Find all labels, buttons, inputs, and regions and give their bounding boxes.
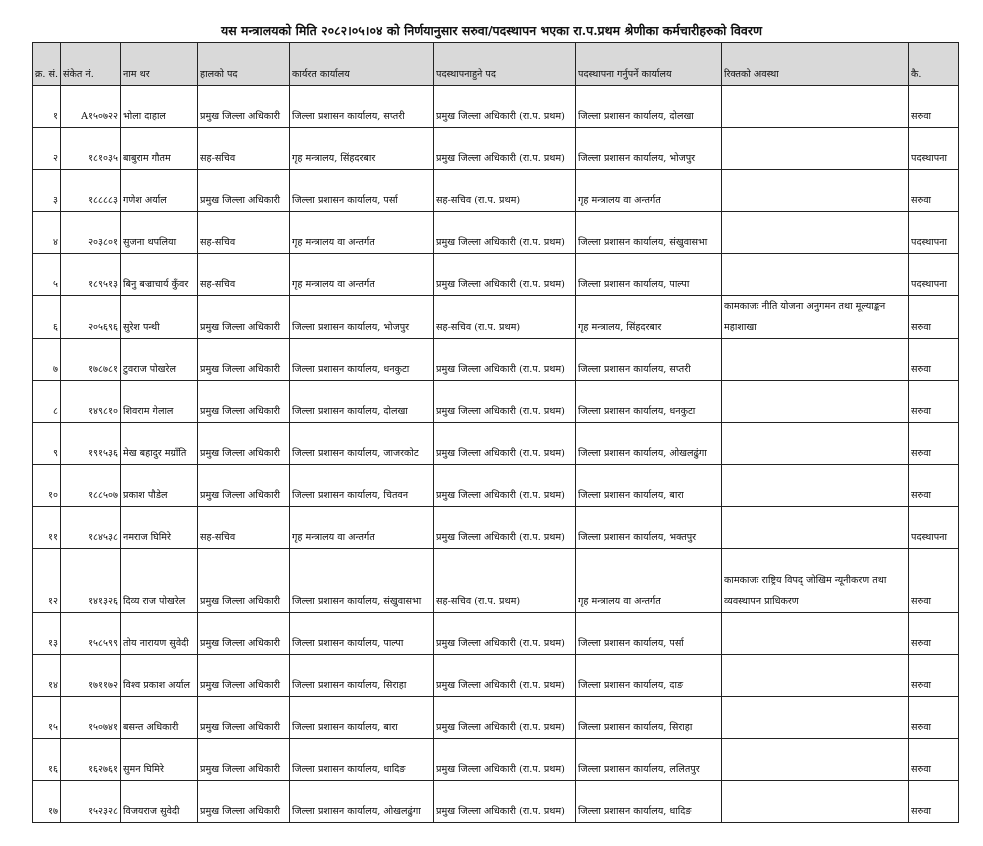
table-cell: [722, 697, 909, 739]
header-cell: कै.: [909, 43, 959, 86]
table-cell: प्रमुख जिल्ला अधिकारी: [198, 339, 290, 381]
table-cell: कामकाजः राष्ट्रिय विपद् जोखिम न्यूनीकरण तथा व्यवस्थापन प्राधिकरण: [722, 549, 909, 613]
table-cell: जिल्ला प्रशासन कार्यालय, भोजपुर: [290, 296, 434, 339]
table-row: [33, 170, 959, 212]
table-cell: जिल्ला प्रशासन कार्यालय, सप्तरी: [290, 86, 434, 128]
table-cell: [722, 254, 909, 296]
table-cell: ४: [33, 212, 61, 254]
table-cell: जिल्ला प्रशासन कार्यालय, जाजरकोट: [290, 423, 434, 465]
table-cell: १८१०३५: [61, 128, 121, 170]
table-cell: १४९८१०: [61, 381, 121, 423]
table-cell: [722, 86, 909, 128]
table-cell: बिनु बज्राचार्य कुँवर: [121, 254, 198, 296]
table-cell: जिल्ला प्रशासन कार्यालय, बारा: [576, 465, 722, 507]
table-cell: जिल्ला प्रशासन कार्यालय, पर्सा: [290, 170, 434, 212]
table-cell: विश्व प्रकाश अर्याल: [121, 655, 198, 697]
table-cell: गृह मन्त्रालय, सिंहदरबार: [290, 128, 434, 170]
table-cell: प्रमुख जिल्ला अधिकारी (रा.प. प्रथम): [434, 655, 576, 697]
table-cell: सह-सचिव (रा.प. प्रथम): [434, 170, 576, 212]
table-cell: सरुवा: [909, 613, 959, 655]
table-cell: १७: [33, 781, 61, 823]
table-row: [33, 549, 959, 613]
table-cell: जिल्ला प्रशासन कार्यालय, पाल्पा: [290, 613, 434, 655]
table-cell: सुरेश पन्थी: [121, 296, 198, 339]
table-cell: प्रमुख जिल्ला अधिकारी (रा.प. प्रथम): [434, 781, 576, 823]
table-cell: जिल्ला प्रशासन कार्यालय, धादिङ: [290, 739, 434, 781]
table-cell: १२: [33, 549, 61, 613]
table-cell: दिव्य राज पोखरेल: [121, 549, 198, 613]
table-cell: जिल्ला प्रशासन कार्यालय, सिराहा: [290, 655, 434, 697]
table-cell: मेख बहादुर मग्राँति: [121, 423, 198, 465]
table-cell: प्रमुख जिल्ला अधिकारी: [198, 655, 290, 697]
table-cell: प्रमुख जिल्ला अधिकारी (रा.प. प्रथम): [434, 613, 576, 655]
table-cell: शिवराम गेलाल: [121, 381, 198, 423]
table-cell: १७११७२: [61, 655, 121, 697]
table-cell: गृह मन्त्रालय वा अन्तर्गत: [576, 549, 722, 613]
table-cell: टुवराज पोखरेल: [121, 339, 198, 381]
table-cell: १४१३२६: [61, 549, 121, 613]
table-cell: [722, 781, 909, 823]
table-cell: गृह मन्त्रालय वा अन्तर्गत: [576, 170, 722, 212]
table-cell: सुमन घिमिरे: [121, 739, 198, 781]
table-row: [33, 339, 959, 381]
table-cell: कामकाजः नीति योजना अनुगमन तथा मूल्याङ्कन महाशाखा: [722, 296, 909, 339]
header-row: [33, 43, 959, 86]
table-cell: १८९५१३: [61, 254, 121, 296]
table-cell: प्रमुख जिल्ला अधिकारी (रा.प. प्रथम): [434, 86, 576, 128]
table-cell: प्रमुख जिल्ला अधिकारी (रा.प. प्रथम): [434, 697, 576, 739]
table-cell: १८८८८३: [61, 170, 121, 212]
table-cell: १५८५९९: [61, 613, 121, 655]
table-cell: जिल्ला प्रशासन कार्यालय, दोलखा: [576, 86, 722, 128]
table-cell: १७८७८१: [61, 339, 121, 381]
header-cell: क्र. सं.: [33, 43, 61, 86]
table-cell: जिल्ला प्रशासन कार्यालय, ललितपुर: [576, 739, 722, 781]
table-cell: १०: [33, 465, 61, 507]
table-cell: ११: [33, 507, 61, 549]
table-row: [33, 465, 959, 507]
table-cell: A१५०७२२: [61, 86, 121, 128]
table-cell: पदस्थापना: [909, 128, 959, 170]
table-cell: सरुवा: [909, 296, 959, 339]
table-cell: सरुवा: [909, 697, 959, 739]
table-cell: प्रमुख जिल्ला अधिकारी (रा.प. प्रथम): [434, 381, 576, 423]
table-cell: ९: [33, 423, 61, 465]
document-title: यस मन्त्रालयको मिति २०८२।०५।०४ को निर्णयानुसार सरुवा/पदस्थापन भएका रा.प.प्रथम श्रेणीका कर्मचारीहरुको विवरण: [221, 23, 762, 38]
table-row: [33, 381, 959, 423]
table-cell: सह-सचिव: [198, 507, 290, 549]
table-cell: प्रमुख जिल्ला अधिकारी: [198, 613, 290, 655]
table-cell: तोय नारायण सुवेदी: [121, 613, 198, 655]
table-cell: १६: [33, 739, 61, 781]
table-cell: ७: [33, 339, 61, 381]
table-cell: सरुवा: [909, 739, 959, 781]
table-cell: [722, 507, 909, 549]
table-cell: १३: [33, 613, 61, 655]
table-cell: पदस्थापना: [909, 212, 959, 254]
table-cell: सह-सचिव (रा.प. प्रथम): [434, 296, 576, 339]
table-cell: सरुवा: [909, 86, 959, 128]
table-cell: १५०७४१: [61, 697, 121, 739]
table-cell: सह-सचिव (रा.प. प्रथम): [434, 549, 576, 613]
table-cell: प्रमुख जिल्ला अधिकारी (रा.प. प्रथम): [434, 423, 576, 465]
table-cell: सरुवा: [909, 549, 959, 613]
table-cell: [722, 655, 909, 697]
table-cell: जिल्ला प्रशासन कार्यालय, बारा: [290, 697, 434, 739]
table-cell: [722, 423, 909, 465]
table-cell: प्रमुख जिल्ला अधिकारी: [198, 697, 290, 739]
table-row: [33, 86, 959, 128]
table-cell: नमराज घिमिरे: [121, 507, 198, 549]
table-cell: बसन्त अधिकारी: [121, 697, 198, 739]
table-cell: जिल्ला प्रशासन कार्यालय, दोलखा: [290, 381, 434, 423]
table-cell: २०३८०१: [61, 212, 121, 254]
table-cell: ३: [33, 170, 61, 212]
table-cell: [722, 170, 909, 212]
table-cell: [722, 613, 909, 655]
table-cell: विजयराज सुवेदी: [121, 781, 198, 823]
table-row: [33, 296, 959, 339]
table-cell: [722, 128, 909, 170]
header-cell: पदस्थापनाहुने पद: [434, 43, 576, 86]
table-row: [33, 254, 959, 296]
table-cell: प्रमुख जिल्ला अधिकारी: [198, 170, 290, 212]
table-cell: जिल्ला प्रशासन कार्यालय, ओखलढुंगा: [290, 781, 434, 823]
table-cell: गृह मन्त्रालय वा अन्तर्गत: [290, 212, 434, 254]
table-row: [33, 613, 959, 655]
table-cell: प्रमुख जिल्ला अधिकारी: [198, 296, 290, 339]
table-cell: गृह मन्त्रालय वा अन्तर्गत: [290, 507, 434, 549]
table-cell: २: [33, 128, 61, 170]
transfer-table: [32, 42, 959, 823]
table-cell: जिल्ला प्रशासन कार्यालय, धनकुटा: [290, 339, 434, 381]
table-row: [33, 739, 959, 781]
table-cell: १५: [33, 697, 61, 739]
header-cell: संकेत नं.: [61, 43, 121, 86]
table-cell: जिल्ला प्रशासन कार्यालय, धादिङ: [576, 781, 722, 823]
table-cell: प्रमुख जिल्ला अधिकारी (रा.प. प्रथम): [434, 465, 576, 507]
header-cell: नाम थर: [121, 43, 198, 86]
table-cell: गृह मन्त्रालय वा अन्तर्गत: [290, 254, 434, 296]
table-cell: प्रमुख जिल्ला अधिकारी (रा.प. प्रथम): [434, 739, 576, 781]
table-cell: १८८५०७: [61, 465, 121, 507]
table-cell: प्रमुख जिल्ला अधिकारी (रा.प. प्रथम): [434, 128, 576, 170]
table-cell: १४: [33, 655, 61, 697]
table-cell: प्रमुख जिल्ला अधिकारी: [198, 381, 290, 423]
table-cell: [722, 739, 909, 781]
table-cell: जिल्ला प्रशासन कार्यालय, संखुवासभा: [576, 212, 722, 254]
table-cell: सह-सचिव: [198, 128, 290, 170]
table-row: [33, 212, 959, 254]
table-cell: सरुवा: [909, 465, 959, 507]
table-cell: सह-सचिव: [198, 254, 290, 296]
table-cell: प्रमुख जिल्ला अधिकारी (रा.प. प्रथम): [434, 507, 576, 549]
table-cell: सह-सचिव: [198, 212, 290, 254]
table-cell: १८४५३८: [61, 507, 121, 549]
table-cell: जिल्ला प्रशासन कार्यालय, पर्सा: [576, 613, 722, 655]
table-cell: [722, 212, 909, 254]
table-cell: प्रमुख जिल्ला अधिकारी: [198, 465, 290, 507]
table-cell: सरुवा: [909, 339, 959, 381]
table-cell: १६२७६१: [61, 739, 121, 781]
table-cell: सरुवा: [909, 655, 959, 697]
table-cell: [722, 339, 909, 381]
table-cell: पदस्थापना: [909, 507, 959, 549]
table-cell: प्रमुख जिल्ला अधिकारी: [198, 86, 290, 128]
table-row: [33, 507, 959, 549]
table-cell: सरुवा: [909, 170, 959, 212]
table-cell: बाबुराम गौतम: [121, 128, 198, 170]
table-cell: १९१५३६: [61, 423, 121, 465]
table-cell: भोला दाहाल: [121, 86, 198, 128]
table-cell: प्रमुख जिल्ला अधिकारी (रा.प. प्रथम): [434, 254, 576, 296]
table-body: [33, 86, 959, 823]
table-cell: जिल्ला प्रशासन कार्यालय, धनकुटा: [576, 381, 722, 423]
table-cell: जिल्ला प्रशासन कार्यालय, ओखलढुंगा: [576, 423, 722, 465]
table-cell: [722, 465, 909, 507]
table-cell: पदस्थापना: [909, 254, 959, 296]
table-cell: [722, 381, 909, 423]
table-row: [33, 655, 959, 697]
table-cell: ६: [33, 296, 61, 339]
header-cell: हालको पद: [198, 43, 290, 86]
table-cell: १: [33, 86, 61, 128]
table-cell: प्रकाश पौडेल: [121, 465, 198, 507]
table-cell: सरुवा: [909, 423, 959, 465]
table-cell: प्रमुख जिल्ला अधिकारी: [198, 781, 290, 823]
table-cell: प्रमुख जिल्ला अधिकारी: [198, 549, 290, 613]
table-row: [33, 697, 959, 739]
table-cell: जिल्ला प्रशासन कार्यालय, सप्तरी: [576, 339, 722, 381]
table-cell: सरुवा: [909, 381, 959, 423]
table-cell: जिल्ला प्रशासन कार्यालय, सिराहा: [576, 697, 722, 739]
table-cell: गणेश अर्याल: [121, 170, 198, 212]
table-cell: २०५६९६: [61, 296, 121, 339]
header-cell: कार्यरत कार्यालय: [290, 43, 434, 86]
table-row: [33, 423, 959, 465]
table-cell: सरुवा: [909, 781, 959, 823]
table-cell: सुजना थपलिया: [121, 212, 198, 254]
table-cell: गृह मन्त्रालय, सिंहदरबार: [576, 296, 722, 339]
table-cell: जिल्ला प्रशासन कार्यालय, भक्तपुर: [576, 507, 722, 549]
header-cell: रिक्तको अवस्था: [722, 43, 909, 86]
table-cell: १५२३२८: [61, 781, 121, 823]
table-cell: ८: [33, 381, 61, 423]
table-row: [33, 128, 959, 170]
table-cell: जिल्ला प्रशासन कार्यालय, चितवन: [290, 465, 434, 507]
table-cell: जिल्ला प्रशासन कार्यालय, पाल्पा: [576, 254, 722, 296]
table-cell: प्रमुख जिल्ला अधिकारी (रा.प. प्रथम): [434, 212, 576, 254]
table-cell: जिल्ला प्रशासन कार्यालय, भोजपुर: [576, 128, 722, 170]
table-cell: जिल्ला प्रशासन कार्यालय, संखुवासभा: [290, 549, 434, 613]
table-cell: प्रमुख जिल्ला अधिकारी: [198, 423, 290, 465]
table-cell: ५: [33, 254, 61, 296]
table-cell: जिल्ला प्रशासन कार्यालय, दाङ: [576, 655, 722, 697]
table-cell: प्रमुख जिल्ला अधिकारी (रा.प. प्रथम): [434, 339, 576, 381]
header-cell: पदस्थापना गर्नुपर्ने कार्यालय: [576, 43, 722, 86]
table-cell: प्रमुख जिल्ला अधिकारी: [198, 739, 290, 781]
table-row: [33, 781, 959, 823]
